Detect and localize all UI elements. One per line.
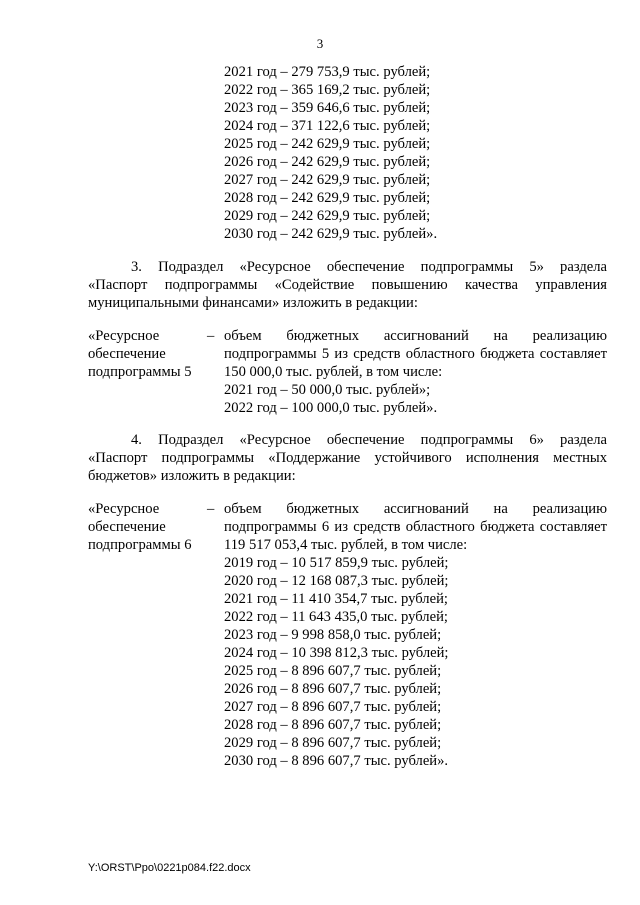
- block5-dash: –: [207, 328, 215, 344]
- block5-text-line-1: объем бюджетных ассигнований на реализацию: [224, 328, 607, 344]
- paragraph-4-line-3: бюджетов» изложить в редакции:: [88, 468, 296, 484]
- block5-label-line-1: «Ресурсное: [88, 328, 160, 344]
- paragraph-4-line-2: «Паспорт подпрограммы «Поддержание устойчивого исполнения местных: [88, 450, 607, 466]
- block6-year-item: 2027 год – 8 896 607,7 тыс. рублей;: [224, 699, 442, 715]
- block6-year-item: 2024 год – 10 398 812,3 тыс. рублей;: [224, 645, 449, 661]
- block6-year-item: 2030 год – 8 896 607,7 тыс. рублей».: [224, 753, 449, 769]
- list-item: 2030 год – 242 629,9 тыс. рублей».: [224, 226, 438, 242]
- block6-year-item: 2026 год – 8 896 607,7 тыс. рублей;: [224, 681, 442, 697]
- block6-year-item: 2028 год – 8 896 607,7 тыс. рублей;: [224, 717, 442, 733]
- block5-year-item: 2022 год – 100 000,0 тыс. рублей».: [224, 400, 438, 416]
- list-item: 2021 год – 279 753,9 тыс. рублей;: [224, 64, 431, 80]
- list-item: 2028 год – 242 629,9 тыс. рублей;: [224, 190, 431, 206]
- list-item: 2026 год – 242 629,9 тыс. рублей;: [224, 154, 431, 170]
- block6-text-line-3: 119 517 053,4 тыс. рублей, в том числе:: [224, 537, 468, 553]
- block5-label-line-2: обеспечение: [88, 346, 166, 362]
- block6-year-item: 2020 год – 12 168 087,3 тыс. рублей;: [224, 573, 449, 589]
- block6-year-item: 2019 год – 10 517 859,9 тыс. рублей;: [224, 555, 449, 571]
- footer-file-path: Y:\ORST\Ppo\0221p084.f22.docx: [88, 862, 251, 874]
- block5-year-item: 2021 год – 50 000,0 тыс. рублей»;: [224, 382, 431, 398]
- block6-year-item: 2029 год – 8 896 607,7 тыс. рублей;: [224, 735, 442, 751]
- block6-label-line-3: подпрограммы 6: [88, 537, 192, 553]
- block6-year-item: 2021 год – 11 410 354,7 тыс. рублей;: [224, 591, 448, 607]
- page-number: 3: [316, 36, 324, 51]
- block6-dash: –: [207, 501, 215, 517]
- block6-label-line-1: «Ресурсное: [88, 501, 160, 517]
- paragraph-3-line-2: «Паспорт подпрограммы «Содействие повышению качества управления: [88, 277, 607, 293]
- block6-text-line-2: подпрограммы 6 из средств областного бюджета составляет: [224, 519, 607, 535]
- block6-year-item: 2022 год – 11 643 435,0 тыс. рублей;: [224, 609, 448, 625]
- block5-label-line-3: подпрограммы 5: [88, 364, 192, 380]
- list-item: 2023 год – 359 646,6 тыс. рублей;: [224, 100, 431, 116]
- list-item: 2024 год – 371 122,6 тыс. рублей;: [224, 118, 431, 134]
- block6-year-item: 2025 год – 8 896 607,7 тыс. рублей;: [224, 663, 442, 679]
- list-item: 2027 год – 242 629,9 тыс. рублей;: [224, 172, 431, 188]
- block5-text-line-2: подпрограммы 5 из средств областного бюджета составляет: [224, 346, 607, 362]
- block6-label-line-2: обеспечение: [88, 519, 166, 535]
- paragraph-3-line-1: 3. Подраздел «Ресурсное обеспечение подпрограммы 5» раздела: [131, 259, 607, 275]
- block6-year-item: 2023 год – 9 998 858,0 тыс. рублей;: [224, 627, 442, 643]
- list-item: 2022 год – 365 169,2 тыс. рублей;: [224, 82, 431, 98]
- list-item: 2025 год – 242 629,9 тыс. рублей;: [224, 136, 431, 152]
- block5-text-line-3: 150 000,0 тыс. рублей, в том числе:: [224, 364, 443, 380]
- list-item: 2029 год – 242 629,9 тыс. рублей;: [224, 208, 431, 224]
- paragraph-3-line-3: муниципальными финансами» изложить в редакции:: [88, 295, 418, 311]
- block6-text-line-1: объем бюджетных ассигнований на реализацию: [224, 501, 607, 517]
- paragraph-4-line-1: 4. Подраздел «Ресурсное обеспечение подпрограммы 6» раздела: [131, 432, 607, 448]
